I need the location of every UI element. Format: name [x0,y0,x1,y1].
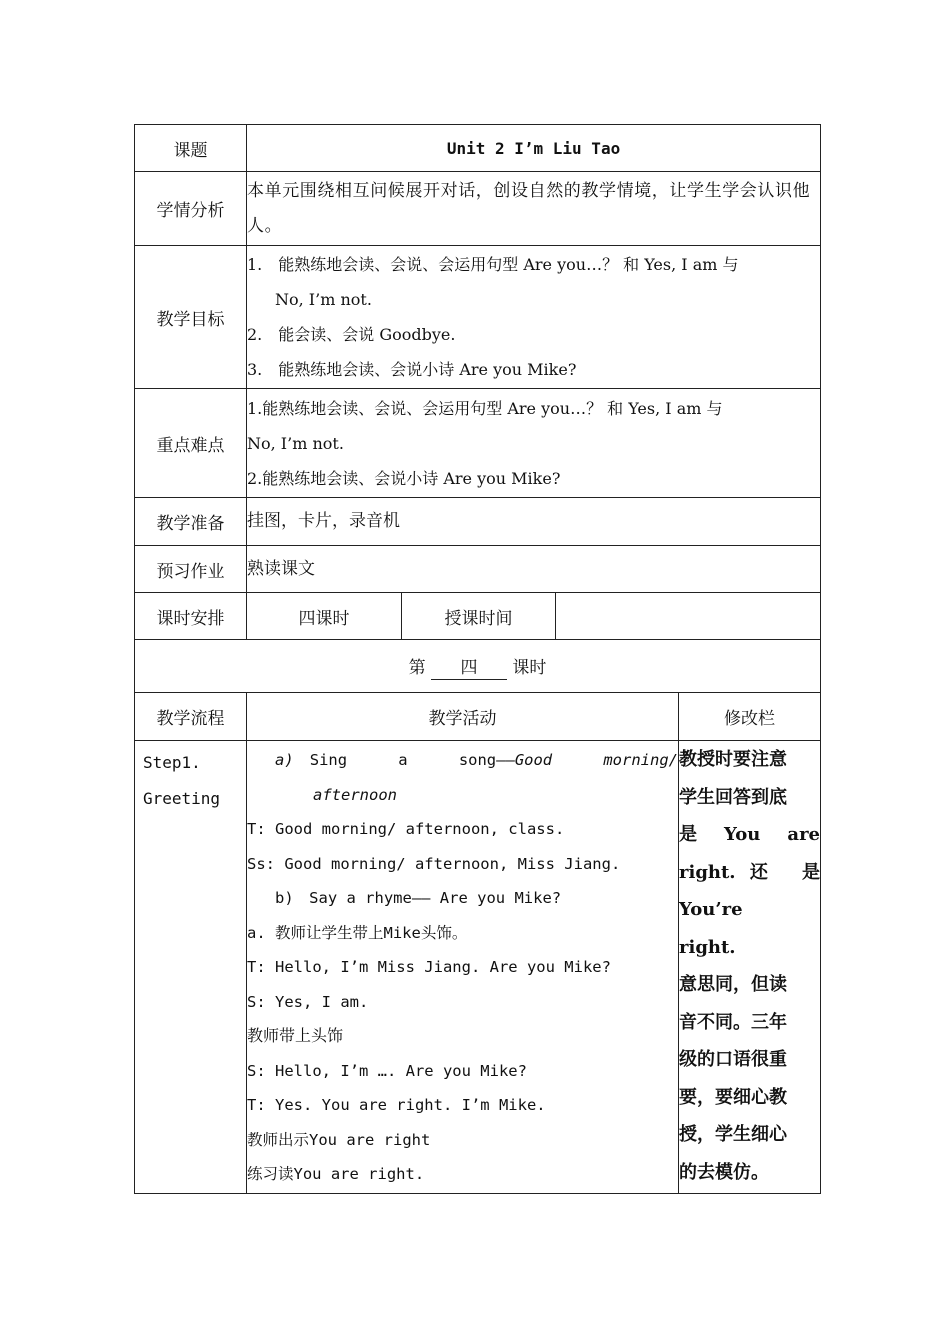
step-name: Greeting [143,789,221,808]
preview-label: 预习作业 [135,546,247,593]
row-key-points [135,389,821,498]
schedule-label: 课时安排 [135,593,247,640]
activity-line-9: T: Yes. You are right. I’m Mike. [247,1096,546,1114]
lesson-number: 四 [431,657,507,680]
note-line-12: 的去模仿。 [679,1161,769,1183]
note-line-7: 意思同，但读 [679,974,787,995]
analysis-text: 本单元围绕相互问候展开对话，创设自然的教学情境，让学生学会认识他人。 [247,180,811,236]
step-number: Step1. [143,753,201,772]
activity-header: 教学活动 [247,693,679,741]
row-step1 [135,741,821,1194]
note-line-3: 是 You are [679,824,821,845]
unit-title: Unit 2 I’m Liu Tao [247,125,821,172]
goal-line-1: 1. 能熟练地会读、会说、会运用句型 Are you…？ 和 Yes, I am 与 [247,255,739,274]
key-line-1: 1.能熟练地会读、会说、会运用句型 Are you…？ 和 Yes, I am 与 [247,398,723,418]
notes-header: 修改栏 [679,693,821,741]
activity-sing: Sing a song—— [309,751,515,769]
goals-label: 教学目标 [135,246,247,389]
lesson-prefix: 第 [408,657,426,678]
note-line-4: right. 还 是 [679,861,821,883]
note-line-1: 教授时要注意 [679,749,787,770]
activity-a-label: a) [275,751,294,769]
note-line-5: You’re [679,899,743,920]
row-prep [135,498,821,546]
analysis-label: 学情分析 [135,172,247,246]
activity-line-11: 练习读You are right. [247,1165,425,1183]
key-label: 重点难点 [135,389,247,498]
time-label: 授课时间 [402,593,556,640]
activity-line-5: T: Hello, I’m Miss Jiang. Are you Mike? [247,958,611,976]
lesson-suffix: 课时 [512,657,547,678]
note-line-10: 要，要细心教 [679,1086,787,1108]
subject-label: 课题 [135,125,247,172]
goal-line-3: 2. 能会读、会说 Goodbye. [247,325,456,344]
key-line-2: No, I’m not. [247,433,344,453]
activity-line-6: S: Yes, I am. [247,992,369,1011]
row-goals [135,246,821,389]
row-lesson-number [135,640,821,693]
row-process-header [135,693,821,741]
flow-header: 教学流程 [135,693,247,741]
row-analysis [135,172,821,246]
activity-line-7: 教师带上头饰 [247,1026,344,1045]
note-line-9: 级的口语很重 [679,1049,787,1070]
preview-text: 熟读课文 [247,546,821,593]
activity-line-2: Ss: Good morning/ afternoon, Miss Jiang. [247,854,621,873]
lesson-plan-table [134,124,821,1194]
activity-line-10: 教师出示You are right [247,1130,431,1149]
goal-line-4: 3. 能熟练地会读、会说小诗 Are you Mike? [247,360,577,379]
prep-label: 教学准备 [135,498,247,546]
row-preview [135,546,821,593]
row-subject [135,125,821,172]
activity-sing-line [247,743,678,778]
prep-text: 挂图，卡片，录音机 [247,498,821,546]
activity-song: Good morning/ [514,751,678,769]
activity-line-4: a. 教师让学生带上Mike头饰。 [247,923,468,942]
note-line-2: 学生回答到底 [679,786,787,808]
activity-line-3: b) Say a rhyme—— Are you Mike? [275,889,562,907]
activity-song-2: afternoon [313,785,397,804]
note-line-6: right. [679,936,736,958]
goal-line-2: No, I’m not. [275,290,372,309]
activity-line-8: S: Hello, I’m …. Are you Mike? [247,1061,527,1080]
time-value [556,593,821,640]
key-line-3: 2.能熟练地会读、会说小诗 Are you Mike? [247,468,561,488]
note-line-11: 授，学生细心 [679,1124,787,1145]
activity-line-1: T: Good morning/ afternoon, class. [247,820,565,838]
schedule-value: 四课时 [247,593,402,640]
row-schedule [135,593,821,640]
note-line-8: 音不同。三年 [679,1011,787,1033]
